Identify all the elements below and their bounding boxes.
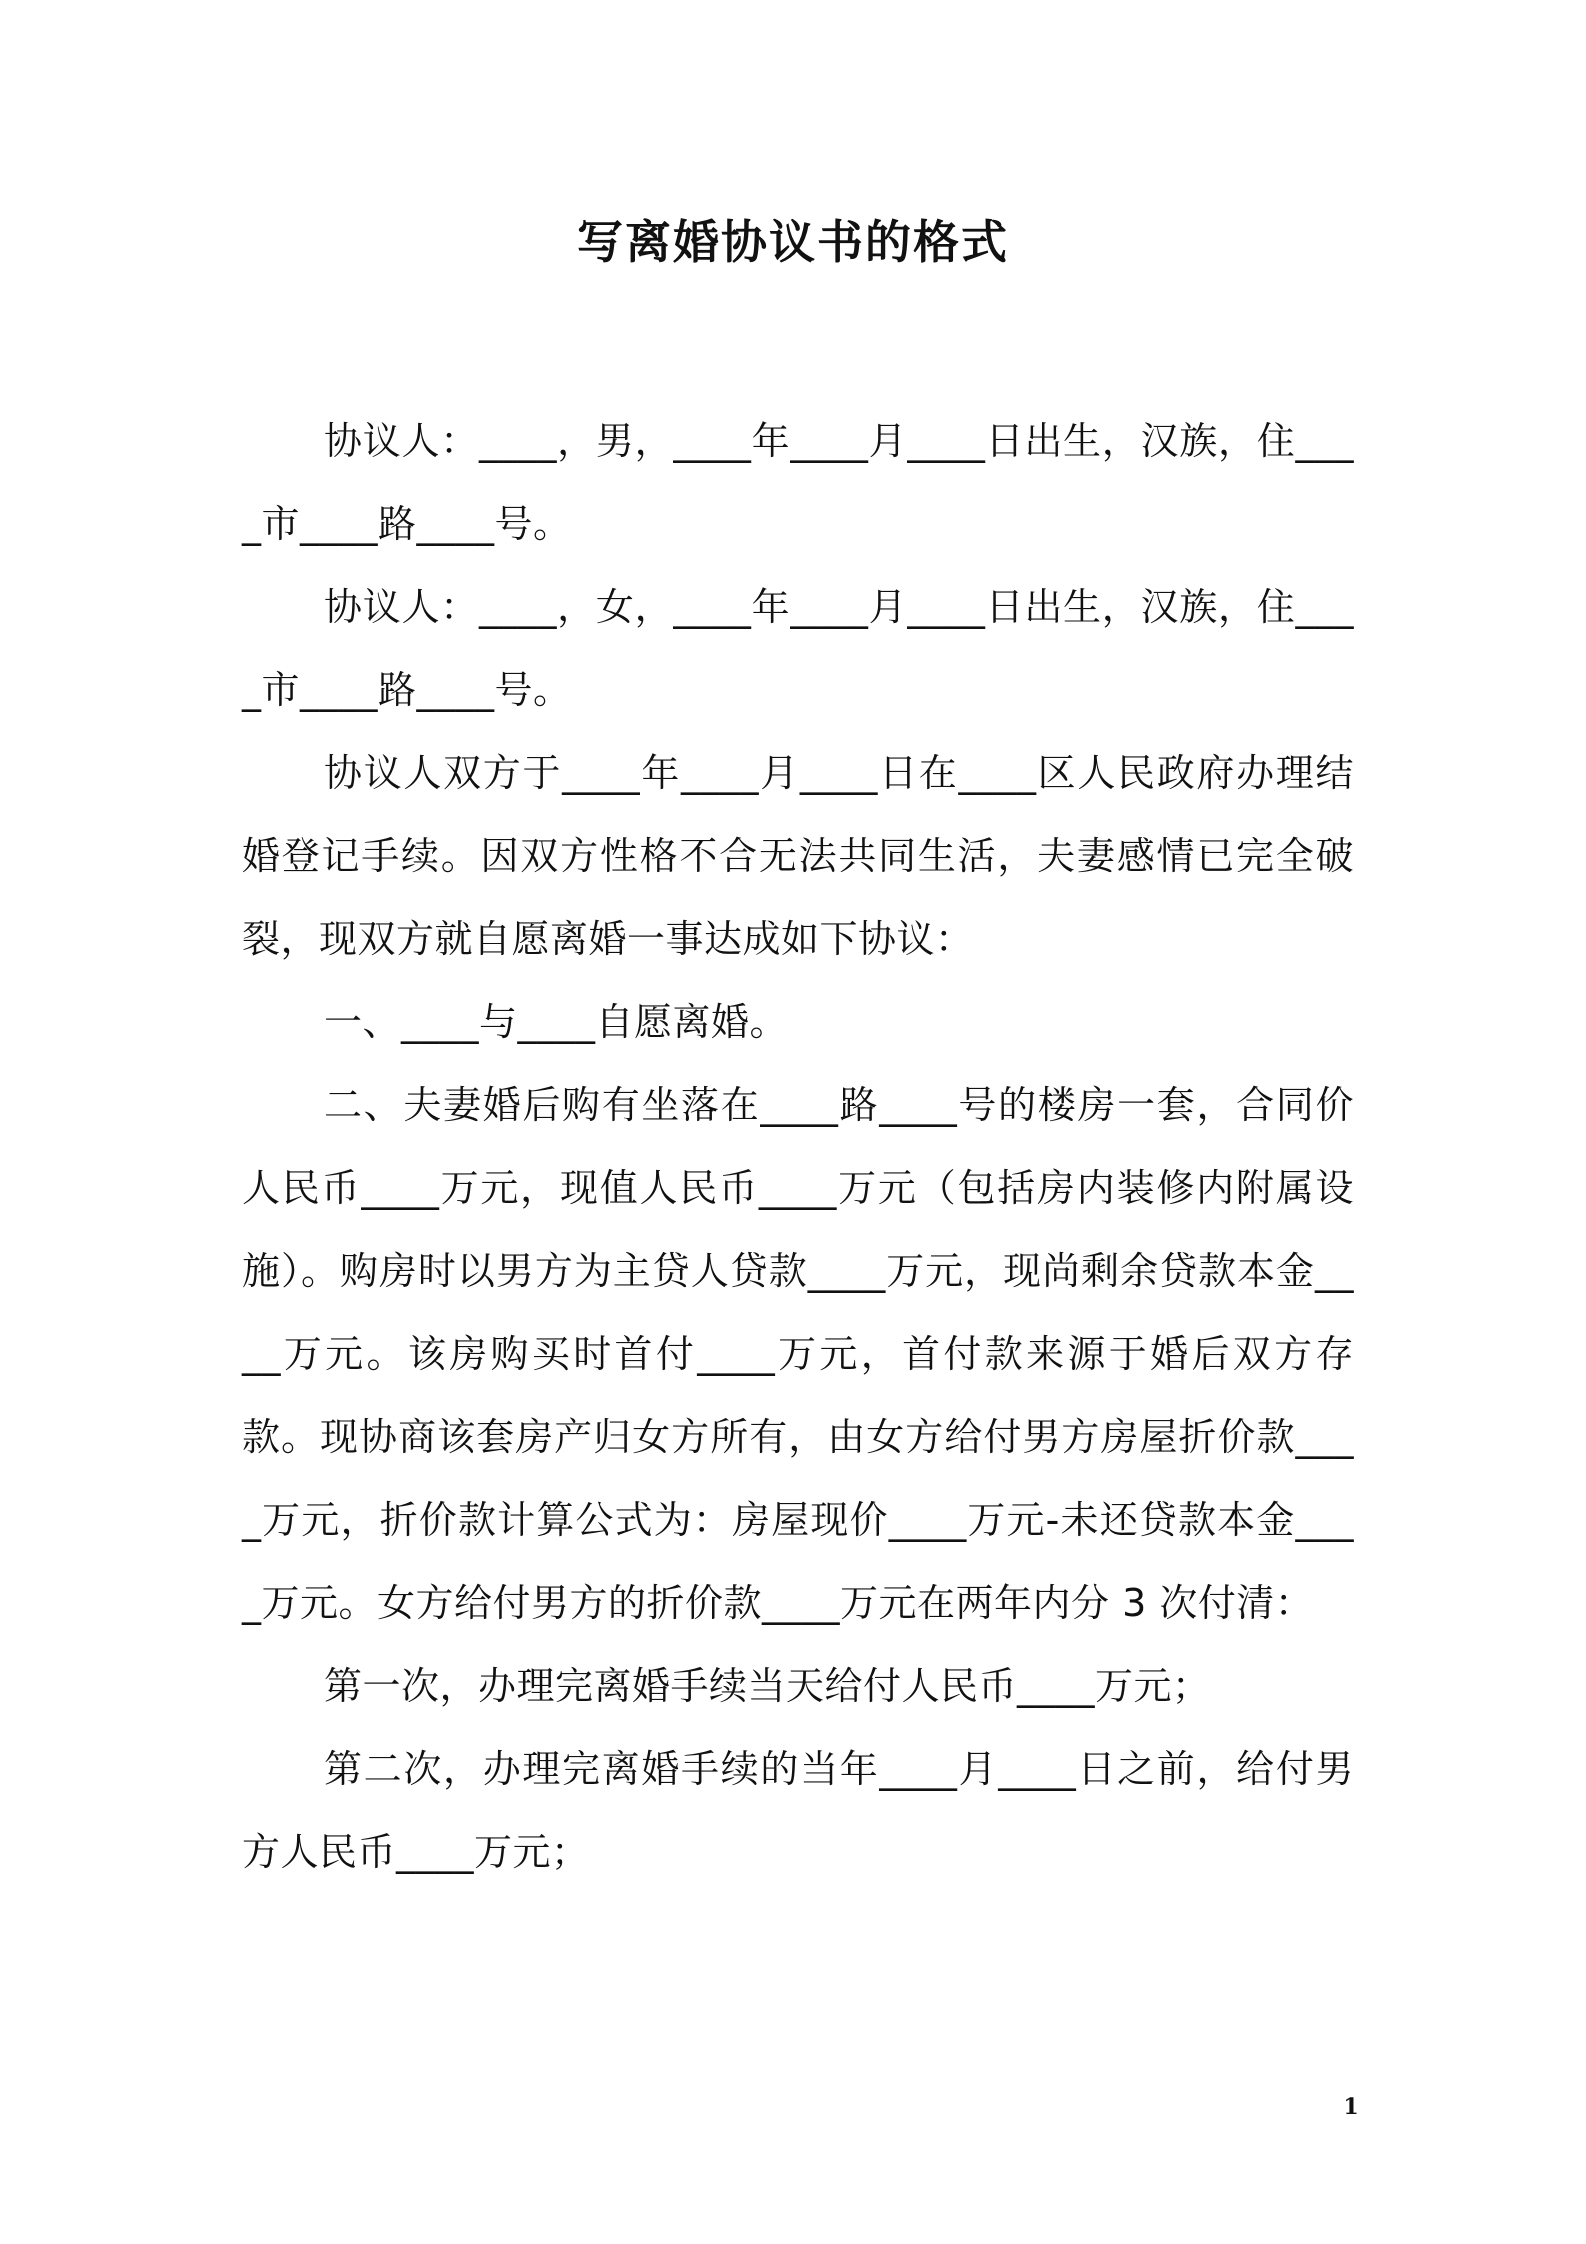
paragraph-marriage-registration: 协议人双方于____年____月____日在____区人民政府办理结婚登记手续。因双方性格不合无法共同生活，夫妻感情已完全破裂，现双方就自愿离婚一事达成如下协议：	[242, 751, 1354, 961]
paragraph-first-payment: 第一次，办理完离婚手续当天给付人民币____万元；	[324, 1664, 1211, 1708]
document-body	[242, 400, 1354, 1894]
document-title: 写离婚协议书的格式	[577, 215, 1009, 269]
paragraph-clause-two: 二、夫妻婚后购有坐落在____路____号的楼房一套，合同价人民币____万元，现值人民币____万元（包括房内装修内附属设施）。购房时以男方为主贷人贷款____万元，现尚剩余贷款本金____万元。该房购买时首付____万元，首付款来源于婚后双方存款。现协商该套房产归女方所有，由女方给付男方房屋折价款____万元，折价款计算公式为：房屋现价____万元-未还贷款本金____万元。女方给付男方的折价款____万元在两年内分 3 次付清：	[242, 1083, 1354, 1625]
paragraph-party-male: 协议人：____，男，____年____月____日出生，汉族，住____市____路____号。	[242, 419, 1354, 546]
paragraph-clause-one: 一、____与____自愿离婚。	[324, 1000, 789, 1044]
page-number: 1	[1343, 2094, 1359, 2120]
paragraph-party-female: 协议人：____，女，____年____月____日出生，汉族，住____市____路____号。	[242, 585, 1354, 712]
paragraph-second-payment: 第二次，办理完离婚手续的当年____月____日之前，给付男方人民币____万元；	[242, 1747, 1354, 1874]
